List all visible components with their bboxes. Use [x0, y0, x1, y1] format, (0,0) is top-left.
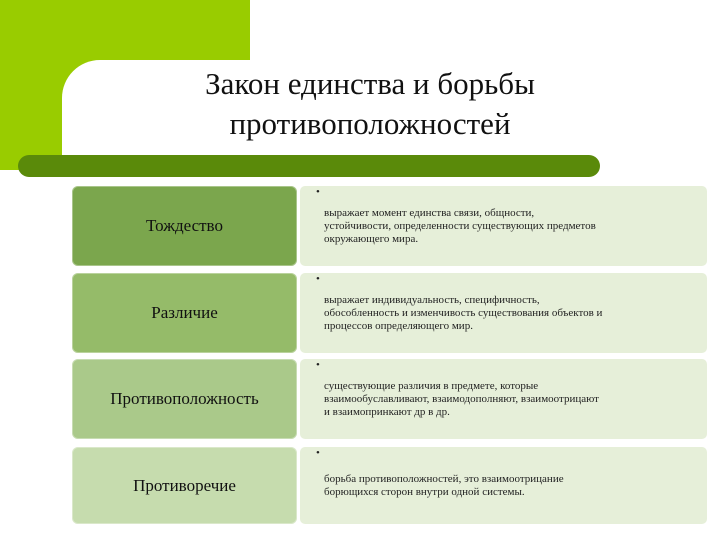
description-text: борьба противоположностей, это взаимоотрицание борющихся сторон внутри одной системы.: [324, 472, 564, 498]
title-divider-bar: [18, 155, 600, 177]
description-text: выражает индивидуальность, специфичность, обособленность и изменчивость существования объектов и процессов определяющего мир.: [324, 293, 603, 332]
description-box-identity: [300, 186, 707, 266]
bullet-marker: •: [316, 273, 320, 285]
description-box-difference: [300, 273, 707, 353]
term-box-difference: [72, 273, 297, 353]
term-label: Противоречие: [133, 475, 236, 495]
description-text: существующие различия в предмете, которые взаимообуславливают, взаимодополняют, взаимоотрицают и взаимопринкают др в др.: [324, 379, 599, 418]
bullet-marker: •: [316, 447, 320, 459]
description-box-opposite: [300, 359, 707, 439]
title-line-2: противоположностей: [229, 106, 511, 141]
description-text: выражает момент единства связи, общности, устойчивости, определенности существующих предметов окружающего мира.: [324, 206, 596, 245]
term-box-contradiction: [72, 447, 297, 524]
term-box-opposite: [72, 359, 297, 439]
slide-title: [90, 64, 650, 144]
term-label: Различие: [151, 303, 218, 322]
term-label: Противоположность: [110, 389, 259, 408]
bullet-marker: •: [316, 359, 320, 371]
term-label: Тождество: [146, 216, 223, 235]
description-box-contradiction: [300, 447, 707, 524]
term-box-identity: [72, 186, 297, 266]
bullet-marker: •: [316, 186, 320, 198]
title-line-1: Закон единства и борьбы: [205, 66, 535, 101]
